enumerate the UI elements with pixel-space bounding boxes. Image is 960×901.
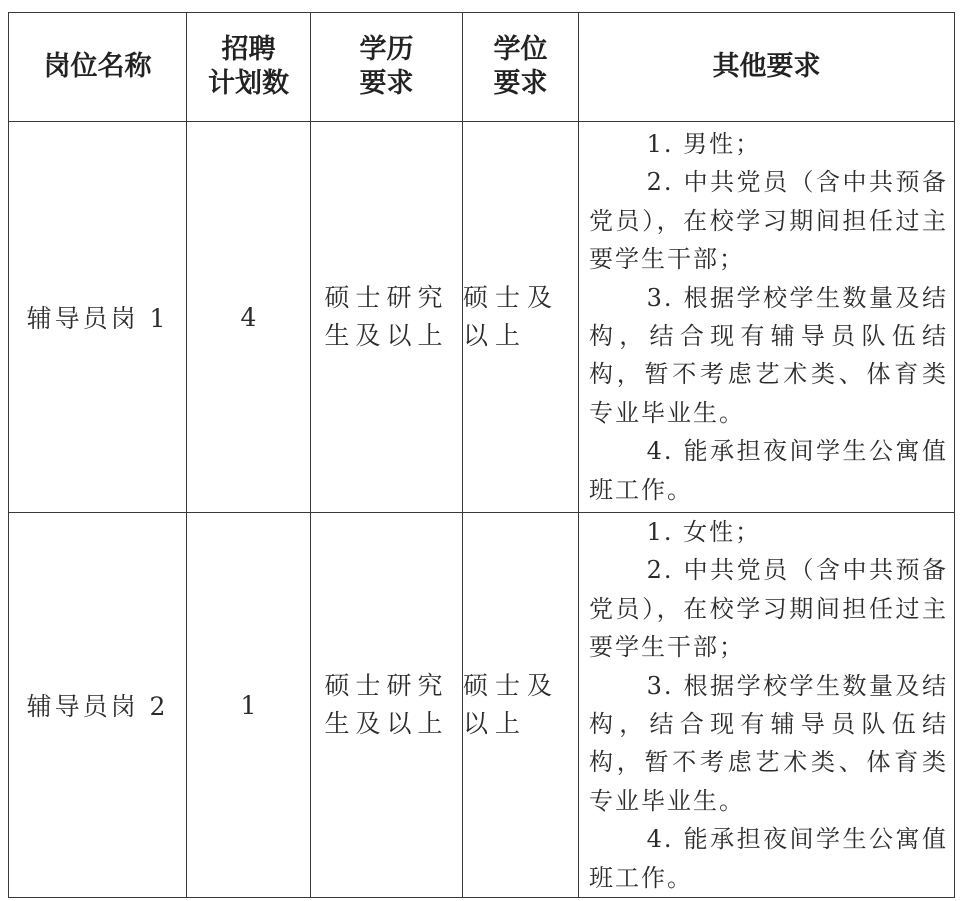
header-position-name: 岗位名称: [9, 13, 187, 122]
education-line2: 生及以上: [324, 709, 449, 739]
education-line1: 硕士研究: [324, 671, 449, 701]
education-line1: 硕士研究: [324, 283, 449, 312]
position-name-cell: 辅导员岗 2: [9, 513, 187, 898]
requirement-item: 1. 男性；: [646, 129, 762, 158]
header-degree: [463, 13, 579, 122]
header-degree-line2: 要求: [493, 68, 548, 99]
header-education-line1: 学历: [359, 34, 414, 65]
header-plan-count-line1: 招聘: [221, 34, 276, 65]
recruitment-table: [8, 12, 955, 898]
table-header-row: [9, 13, 955, 122]
header-education: [311, 13, 463, 122]
education-cell: [311, 122, 463, 513]
degree-line1: 硕士及: [463, 283, 560, 312]
header-degree-line1: 学位: [493, 34, 548, 65]
degree-cell: [463, 122, 579, 513]
degree-line1: 硕士及: [463, 671, 560, 701]
requirement-item: 4. 能承担夜间学生公寓值班工作。: [589, 825, 948, 892]
plan-count-cell: 4: [187, 122, 311, 513]
degree-line2: 以上: [463, 321, 528, 350]
requirement-item: 1. 女性；: [646, 518, 762, 546]
requirement-item: 2. 中共党员（含中共预备党员），在校学习期间担任过主要学生干部；: [589, 168, 948, 274]
header-education-line2: 要求: [359, 68, 414, 99]
other-requirements-cell: [579, 122, 955, 513]
requirement-item: 3. 根据学校学生数量及结构，结合现有辅导员队伍结构，暂不考虑艺术类、体育类专业毕业生。: [589, 283, 948, 427]
table-row: [9, 513, 955, 898]
header-plan-count-line2: 计划数: [208, 68, 289, 99]
education-line2: 生及以上: [324, 321, 449, 350]
header-other-requirements: 其他要求: [579, 13, 955, 122]
degree-cell: [463, 513, 579, 898]
requirement-item: 3. 根据学校学生数量及结构，结合现有辅导员队伍结构，暂不考虑艺术类、体育类专业毕业生。: [589, 671, 948, 815]
plan-count-cell: 1: [187, 513, 311, 898]
requirement-item: 2. 中共党员（含中共预备党员），在校学习期间担任过主要学生干部；: [589, 556, 948, 662]
other-requirements-cell: [579, 513, 955, 898]
position-name-cell: 辅导员岗 1: [9, 122, 187, 513]
requirement-item: 4. 能承担夜间学生公寓值班工作。: [589, 437, 948, 504]
degree-line2: 以上: [463, 709, 528, 739]
table-row: [9, 122, 955, 513]
header-plan-count: [187, 13, 311, 122]
education-cell: [311, 513, 463, 898]
